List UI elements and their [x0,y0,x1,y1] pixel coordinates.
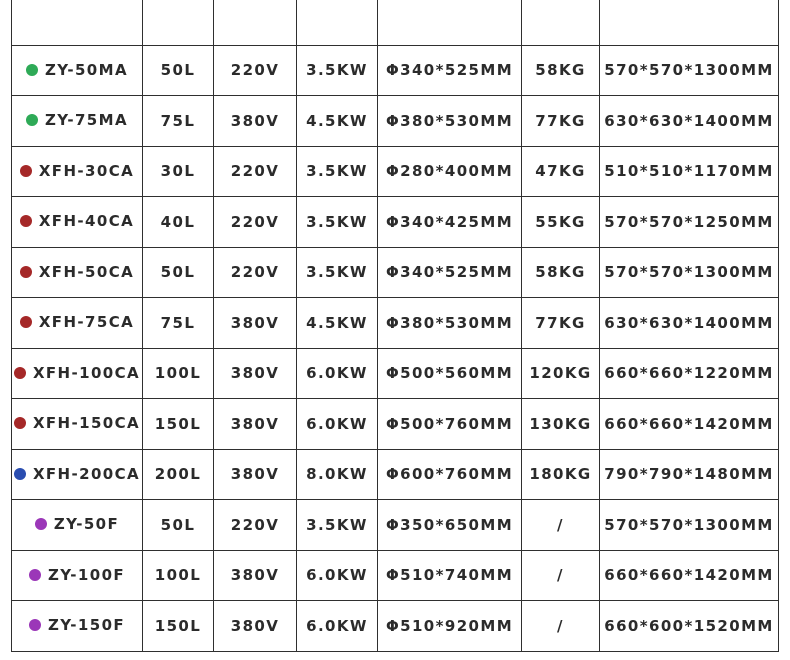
power-cell: 4.5KW [297,298,378,349]
dimensions-cell: 510*510*1170MM [600,146,779,197]
table-row [12,45,779,96]
color-dot-icon [14,367,26,379]
dimensions-cell: 660*660*1420MM [600,550,779,601]
model-name: XFH-40CA [38,212,135,231]
model-name: ZY-100F [47,565,126,584]
table-row [12,601,779,652]
model-label [20,212,134,230]
dimensions-cell: 660*600*1520MM [600,601,779,652]
table-row [12,197,779,248]
color-dot-icon [20,165,32,177]
power-cell: 3.5KW [297,146,378,197]
size-cell: Φ340*525MM [378,45,522,96]
weight-cell: / [522,601,600,652]
power-cell: 6.0KW [297,348,378,399]
size-cell: Φ600*760MM [378,449,522,500]
color-dot-icon [35,518,47,530]
capacity-cell: 75L [143,298,214,349]
table-row [12,399,779,450]
size-cell: Φ340*425MM [378,197,522,248]
power-cell: 3.5KW [297,197,378,248]
model-name: XFH-50CA [38,262,135,281]
table-row [12,550,779,601]
dimensions-cell: 570*570*1300MM [600,500,779,551]
model-name: ZY-50F [53,515,120,534]
dimensions-cell: 570*570*1300MM [600,247,779,298]
weight-cell: 55KG [522,197,600,248]
weight-cell: 130KG [522,399,600,450]
power-cell: 6.0KW [297,601,378,652]
weight-cell: / [522,500,600,551]
power-cell: 4.5KW [297,96,378,147]
weight-cell: / [522,550,600,601]
power-cell [297,0,378,45]
model-name: ZY-50MA [45,60,128,79]
size-cell: Φ380*530MM [378,96,522,147]
size-cell: Φ510*920MM [378,601,522,652]
model-label [14,465,140,483]
power-cell: 6.0KW [297,550,378,601]
capacity-cell: 100L [143,550,214,601]
voltage-cell: 220V [214,500,297,551]
model-cell [12,348,143,399]
capacity-cell: 150L [143,601,214,652]
model-name: XFH-200CA [32,464,141,483]
capacity-cell: 50L [143,247,214,298]
power-cell: 8.0KW [297,449,378,500]
voltage-cell: 380V [214,550,297,601]
size-cell: Φ380*530MM [378,298,522,349]
color-dot-icon [14,417,26,429]
model-label [20,313,134,331]
model-name: ZY-150F [47,616,126,635]
color-dot-icon [20,316,32,328]
color-dot-icon [26,64,38,76]
weight-cell: 120KG [522,348,600,399]
power-cell: 6.0KW [297,399,378,450]
color-dot-icon [20,266,32,278]
weight-cell: 58KG [522,45,600,96]
weight-cell [522,0,600,45]
voltage-cell: 380V [214,399,297,450]
dimensions-cell [600,0,779,45]
color-dot-icon [29,569,41,581]
voltage-cell: 380V [214,601,297,652]
size-cell: Φ350*650MM [378,500,522,551]
color-dot-icon [29,619,41,631]
color-dot-icon [20,215,32,227]
table-row [12,96,779,147]
voltage-cell: 380V [214,96,297,147]
size-cell: Φ340*525MM [378,247,522,298]
voltage-cell: 220V [214,197,297,248]
capacity-cell: 50L [143,500,214,551]
spec-table-body [12,0,779,651]
capacity-cell: 50L [143,45,214,96]
model-label [29,616,125,634]
dimensions-cell: 570*570*1250MM [600,197,779,248]
table-row [12,146,779,197]
model-label [20,263,134,281]
capacity-cell: 200L [143,449,214,500]
model-label [26,61,128,79]
voltage-cell: 380V [214,449,297,500]
table-row [12,348,779,399]
power-cell: 3.5KW [297,500,378,551]
model-cell [12,0,143,45]
model-label [20,162,134,180]
model-name: XFH-30CA [38,161,135,180]
model-cell [12,45,143,96]
power-cell: 3.5KW [297,45,378,96]
model-name: XFH-150CA [32,414,141,433]
weight-cell: 180KG [522,449,600,500]
dimensions-cell: 790*790*1480MM [600,449,779,500]
capacity-cell [143,0,214,45]
voltage-cell: 380V [214,298,297,349]
size-cell: Φ510*740MM [378,550,522,601]
table-row [12,449,779,500]
model-cell [12,197,143,248]
weight-cell: 47KG [522,146,600,197]
model-label [14,414,140,432]
size-cell: Φ500*760MM [378,399,522,450]
voltage-cell: 220V [214,45,297,96]
table-row [12,298,779,349]
table-row [12,247,779,298]
model-cell [12,500,143,551]
size-cell [378,0,522,45]
model-cell [12,550,143,601]
capacity-cell: 100L [143,348,214,399]
model-cell [12,449,143,500]
model-cell [12,96,143,147]
model-name: XFH-75CA [38,313,135,332]
dimensions-cell: 570*570*1300MM [600,45,779,96]
voltage-cell [214,0,297,45]
table-row [12,0,779,45]
dimensions-cell: 660*660*1220MM [600,348,779,399]
spec-table [11,0,779,652]
table-row [12,500,779,551]
model-label [26,111,128,129]
voltage-cell: 380V [214,348,297,399]
model-label [29,566,125,584]
voltage-cell: 220V [214,247,297,298]
model-cell [12,399,143,450]
power-cell: 3.5KW [297,247,378,298]
capacity-cell: 30L [143,146,214,197]
model-label [35,515,119,533]
model-name: XFH-100CA [32,363,141,382]
capacity-cell: 40L [143,197,214,248]
model-name: ZY-75MA [45,111,128,130]
size-cell: Φ500*560MM [378,348,522,399]
capacity-cell: 150L [143,399,214,450]
dimensions-cell: 630*630*1400MM [600,96,779,147]
weight-cell: 77KG [522,298,600,349]
model-cell [12,601,143,652]
color-dot-icon [14,468,26,480]
color-dot-icon [26,114,38,126]
weight-cell: 77KG [522,96,600,147]
voltage-cell: 220V [214,146,297,197]
model-cell [12,298,143,349]
capacity-cell: 75L [143,96,214,147]
size-cell: Φ280*400MM [378,146,522,197]
dimensions-cell: 630*630*1400MM [600,298,779,349]
weight-cell: 58KG [522,247,600,298]
dimensions-cell: 660*660*1420MM [600,399,779,450]
model-cell [12,146,143,197]
model-cell [12,247,143,298]
model-label [14,364,140,382]
